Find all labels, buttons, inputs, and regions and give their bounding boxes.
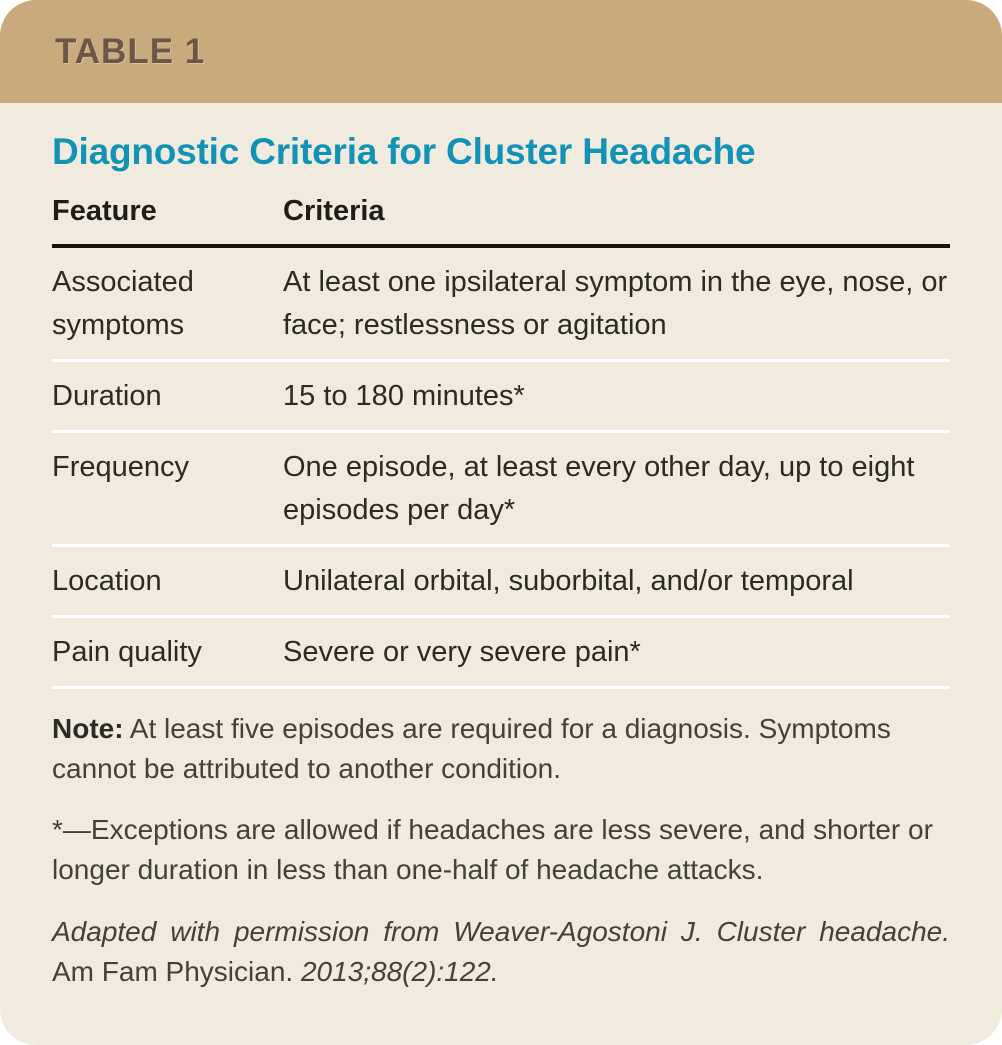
feature-cell: Duration: [52, 380, 162, 412]
source-credit: [52, 912, 950, 992]
table-row: [52, 248, 950, 362]
table-note: [52, 709, 950, 789]
feature-cell: Associated symptoms: [52, 266, 194, 341]
criteria-cell: 15 to 180 minutes*: [283, 380, 525, 412]
credit-segment-italic: Adapted with permission from Weaver-Agostoni J. Cluster headache.: [52, 916, 950, 947]
credit-segment-journal: Am Fam Physician.: [52, 956, 301, 987]
table-row: [52, 433, 950, 547]
feature-cell: Location: [52, 565, 162, 597]
table-header-band: [0, 0, 1002, 103]
note-label: Note:: [52, 713, 124, 744]
feature-cell: Pain quality: [52, 636, 202, 668]
column-header-criteria: Criteria: [283, 195, 385, 227]
criteria-table: [52, 174, 950, 689]
feature-cell: Frequency: [52, 451, 190, 483]
criteria-cell: Unilateral orbital, suborbital, and/or temporal: [283, 565, 854, 597]
credit-segment-citation: 2013;88(2):122.: [300, 956, 499, 987]
table-number-label: TABLE 1: [55, 31, 206, 71]
column-header-feature: Feature: [52, 195, 157, 227]
asterisk-footnote: *—Exceptions are allowed if headaches are less severe, and shorter or longer duration in less than one-half of headache attacks.: [52, 814, 933, 885]
table-row: [52, 362, 950, 433]
criteria-cell: At least one ipsilateral symptom in the eye, nose, or face; restlessness or agitation: [283, 266, 948, 341]
criteria-cell: Severe or very severe pain*: [283, 636, 641, 668]
criteria-cell: One episode, at least every other day, up to eight episodes per day*: [283, 451, 915, 526]
table-header-row: [52, 174, 950, 248]
table-row: [52, 618, 950, 689]
table-content: [0, 130, 1002, 992]
table-title: Diagnostic Criteria for Cluster Headache: [52, 131, 756, 172]
table-row: [52, 547, 950, 618]
note-text: At least five episodes are required for a diagnosis. Symptoms cannot be attributed to another condition.: [52, 713, 891, 784]
